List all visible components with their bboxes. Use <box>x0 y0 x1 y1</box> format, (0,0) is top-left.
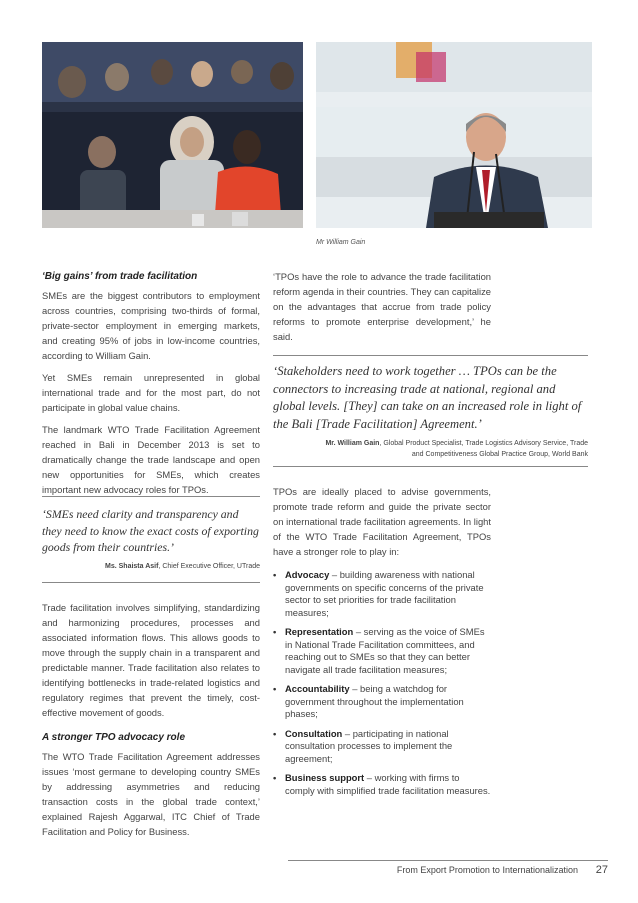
speaker-photo-caption: Mr William Gain <box>316 239 366 246</box>
list-item <box>273 728 491 766</box>
quote-rule-top <box>42 496 260 497</box>
page-number: 27 <box>595 864 608 876</box>
quote-attribution <box>273 438 588 460</box>
bullet-icon: • <box>273 727 277 739</box>
tpo-roles-list <box>273 569 491 797</box>
paragraph: The landmark WTO Trade Facilitation Agreement reached in Bali in December 2013 is set to dramatically change the trade landscape and open new opportunities for SMEs, which creates important new advocacy roles for TPOs. <box>42 424 260 495</box>
list-item <box>273 569 491 619</box>
pull-quote-text: ‘Stakeholders need to work together … TPOs can be the connectors to increasing trade at national, regional and global levels. [They] can take on an increased role in light of the Bali [Trade Facilitation] Agreement.’ <box>273 364 582 431</box>
bullet-icon: • <box>273 683 277 694</box>
quote-attribution-role: , Chief Executive Officer, UTrade <box>158 562 260 570</box>
list-item-term: Consultation <box>285 727 343 739</box>
footer-title: From Export Promotion to Internationalization <box>396 865 578 875</box>
list-item <box>273 772 491 797</box>
right-column <box>273 269 491 351</box>
list-item-text: – participating in national consultation processes to implement the agreement; <box>285 727 453 764</box>
section-heading-big-gains: ‘Big gains’ from trade facilitation <box>42 271 198 282</box>
footer-rule <box>288 860 608 861</box>
bullet-icon: • <box>273 569 277 580</box>
bullet-icon: • <box>273 772 277 783</box>
quote-attribution-name: Ms. Shaista Asif <box>105 562 159 570</box>
list-item-text: – working with firms to comply with simplified trade facilitation measures. <box>285 772 491 796</box>
list-item <box>273 626 491 676</box>
speaker-photo-image <box>316 42 592 228</box>
paragraph: ‘TPOs have the role to advance the trade facilitation reform agenda in their countries. They can capitalize on the advantages that accrue from trade policy reforms to promote enterprise development,’ he said. <box>273 271 491 342</box>
audience-photo <box>42 42 303 228</box>
quote-rule-bottom <box>42 582 260 583</box>
paragraph: Yet SMEs remain unrepresented in global international trade and for the most part, do not participate in global value chains. <box>42 372 260 413</box>
section-heading-advocacy-role: A stronger TPO advocacy role <box>42 732 186 743</box>
list-item-text: – building awareness with national governments on specific concerns of the private sector to set priorities for trade facilitation measures; <box>285 569 484 618</box>
list-item-term: Business support <box>285 772 365 783</box>
bullet-icon: • <box>273 626 277 637</box>
list-item <box>273 683 491 721</box>
left-column <box>42 271 260 504</box>
list-item-text: – serving as the voice of SMEs in National Trade Facilitation committees, and reaching out to SMEs so that they can better navigate all trade facilitation measures; <box>285 626 485 675</box>
quote-rule-bottom-right <box>273 466 588 467</box>
quote-attribution <box>42 561 260 572</box>
paragraph: Trade facilitation involves simplifying, standardizing and harmonizing procedures, processes and associated information flows. This allows goods to move through the supply chain in a transparent and predictable manner. Trade facilitation also relates to identifying bottlenecks in trade-related logistics and regulatory regimes that prevent the timely, cost-effective movement of goods. <box>42 602 260 718</box>
quote-attribution-role: , Global Product Specialist, Trade Logistics Advisory Service, Trade and Competitiveness Global Practice Group, World Bank <box>379 440 588 458</box>
paragraph: TPOs are ideally placed to advise governments, promote trade reform and guide the private sector on international trade facilitation agreements. In light of the WTO Trade Facilitation Agreement, TPOs have a stronger role to play in: <box>273 486 491 557</box>
pull-quote-text: ‘SMEs need clarity and transparency and they need to know the exact costs of exporting goods from their countries.’ <box>42 507 259 554</box>
paragraph: SMEs are the biggest contributors to employment across countries, comprising two-thirds of formal, private-sector employment in emerging markets, and creating 95% of jobs in low-income countries, according to William Gain. <box>42 290 260 361</box>
speaker-photo <box>316 42 592 228</box>
pull-quote-right <box>273 363 588 460</box>
left-column-lower <box>42 600 260 846</box>
paragraph: The WTO Trade Facilitation Agreement addresses issues ‘most germane to developing country SMEs by addressing asymmetries and reducing transaction costs in the global trade context,’ explained Rajesh Aggarwal, ITC Chief of Trade Facilitation and Policy for Business. <box>42 751 260 837</box>
quote-attribution-name: Mr. William Gain <box>325 440 380 447</box>
list-item-term: Advocacy <box>285 569 330 580</box>
list-item-text: – being a watchdog for government throughout the implementation phases; <box>285 683 464 719</box>
audience-photo-image <box>42 42 303 228</box>
quote-rule-top-right <box>273 355 588 356</box>
pull-quote-left <box>42 506 260 572</box>
right-column-lower <box>273 484 491 804</box>
list-item-term: Accountability <box>285 683 350 694</box>
list-item-term: Representation <box>285 626 354 637</box>
